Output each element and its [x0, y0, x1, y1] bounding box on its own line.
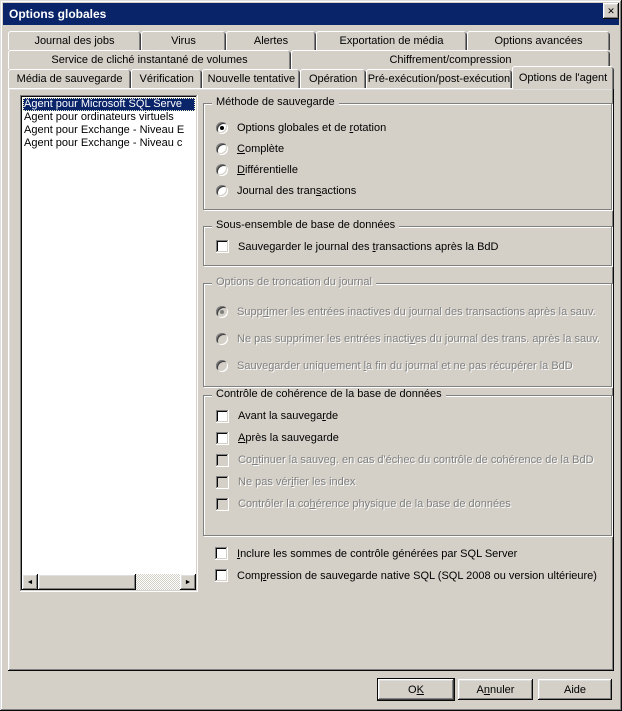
list-item-exchange-niveau-e[interactable]: Agent pour Exchange - Niveau E [24, 124, 185, 136]
radio-journal-des-transactions[interactable]: Journal des transactions [204, 180, 611, 201]
tab-row-1 [8, 31, 614, 50]
group-methode-de-sauvegarde [203, 96, 612, 210]
group-title: Sous-ensemble de base de données [212, 219, 399, 231]
agent-listbox[interactable] [20, 95, 198, 592]
cancel-button[interactable]: Annuler [458, 679, 533, 700]
checkbox-icon[interactable] [215, 569, 228, 582]
button-bar [0, 679, 622, 701]
checkbox-continuer-sauvegarde-echec: Continuer la sauveg. en cas d'échec du contrôle de cohérence de la BdD [204, 449, 611, 471]
checkbox-apres-la-sauvegarde[interactable]: Après la sauvegarde [204, 427, 611, 449]
tab-alertes[interactable]: Alertes [226, 31, 316, 50]
group-controle-coherence-bdd [203, 388, 612, 536]
group-title: Contrôle de cohérence de la base de données [212, 388, 446, 400]
tab-options-de-l-agent[interactable]: Options de l'agent [512, 66, 614, 89]
checkbox-avant-la-sauvegarde[interactable]: Avant la sauvegarde [204, 405, 611, 427]
radio-icon [216, 306, 228, 318]
help-button[interactable]: Aide [538, 679, 612, 700]
radio-differentielle[interactable]: Différentielle [204, 159, 611, 180]
scrollbar-thumb[interactable] [38, 574, 136, 590]
horizontal-scrollbar[interactable] [22, 574, 196, 590]
scroll-left-button[interactable] [22, 574, 38, 590]
checkbox-icon[interactable] [216, 410, 229, 423]
scroll-right-icon: ► [184, 578, 192, 586]
tab-media-de-sauvegarde[interactable]: Média de sauvegarde [8, 69, 131, 88]
tab-operation[interactable]: Opération [300, 69, 365, 88]
tab-page-options-de-l-agent [8, 88, 614, 671]
tab-journal-des-jobs[interactable]: Journal des jobs [8, 31, 141, 50]
radio-icon[interactable] [216, 164, 228, 176]
list-item-exchange-niveau-c[interactable]: Agent pour Exchange - Niveau c [24, 137, 183, 149]
radio-ne-pas-supprimer-entrees: Ne pas supprimer les entrées inactives du journal des trans. après la sauv. [204, 325, 611, 352]
tab-verification[interactable]: Vérification [131, 69, 202, 88]
checkbox-controler-coherence-physique: Contrôler la cohérence physique de la base de données [204, 493, 611, 515]
checkbox-icon [216, 476, 229, 489]
checkbox-icon[interactable] [216, 432, 229, 445]
radio-icon [216, 360, 228, 372]
list-item-sql-server[interactable]: Agent pour Microsoft SQL Serve [23, 98, 195, 111]
radio-sauvegarder-fin-journal: Sauvegarder uniquement la fin du journal et ne pas récupérer la BdD [204, 352, 611, 379]
close-button[interactable] [603, 3, 619, 19]
scroll-left-icon: ◄ [26, 578, 34, 586]
scrollbar-track[interactable] [136, 574, 180, 590]
title-bar[interactable] [3, 3, 619, 25]
checkbox-icon[interactable] [216, 240, 229, 253]
group-options-troncation-journal [203, 276, 612, 387]
tab-exportation-de-media[interactable]: Exportation de média [316, 31, 467, 50]
checkbox-icon[interactable] [215, 547, 228, 560]
radio-icon[interactable] [216, 122, 228, 134]
tab-pre-execution-post-execution[interactable]: Pré-exécution/post-exécution [366, 69, 512, 88]
window-title: Options globales [9, 7, 107, 21]
tab-virus[interactable]: Virus [141, 31, 226, 50]
tab-service-cliche-instantane[interactable]: Service de cliché instantané de volumes [8, 50, 291, 69]
checkbox-sauvegarder-journal-transactions[interactable]: Sauvegarder le journal des transactions après la BdD [204, 236, 611, 257]
ok-button[interactable]: OK [378, 679, 454, 700]
radio-complete[interactable]: Complète [204, 138, 611, 159]
tab-row-3 [8, 69, 614, 88]
group-title: Méthode de sauvegarde [212, 96, 339, 108]
radio-options-globales-rotation[interactable]: Options globales et de rotation [204, 117, 611, 138]
checkbox-inclure-sommes-controle[interactable]: Inclure les sommes de contrôle générées par SQL Server [203, 545, 612, 562]
scroll-right-button[interactable] [180, 574, 196, 590]
checkbox-icon [216, 454, 229, 467]
checkbox-compression-native-sql[interactable]: Compression de sauvegarde native SQL (SQL 2008 ou version ultérieure) [203, 567, 612, 584]
list-item-ordinateurs-virtuels[interactable]: Agent pour ordinateurs virtuels [24, 111, 174, 123]
group-title: Options de troncation du journal [212, 276, 376, 288]
group-sous-ensemble-bdd [203, 219, 612, 266]
tab-options-avancees[interactable]: Options avancées [467, 31, 610, 50]
checkbox-icon [216, 498, 229, 511]
tab-chiffrement-compression[interactable]: Chiffrement/compression [291, 50, 610, 69]
close-icon: ✕ [607, 5, 615, 16]
tab-nouvelle-tentative[interactable]: Nouvelle tentative [202, 69, 300, 88]
radio-icon [216, 333, 228, 345]
tab-strip [8, 31, 614, 88]
radio-supprimer-entrees-inactives: Supprimer les entrées inactives du journal des transactions après la sauv. [204, 298, 611, 325]
checkbox-ne-pas-verifier-index: Ne pas vérifier les index [204, 471, 611, 493]
radio-icon[interactable] [216, 143, 228, 155]
radio-icon[interactable] [216, 185, 228, 197]
